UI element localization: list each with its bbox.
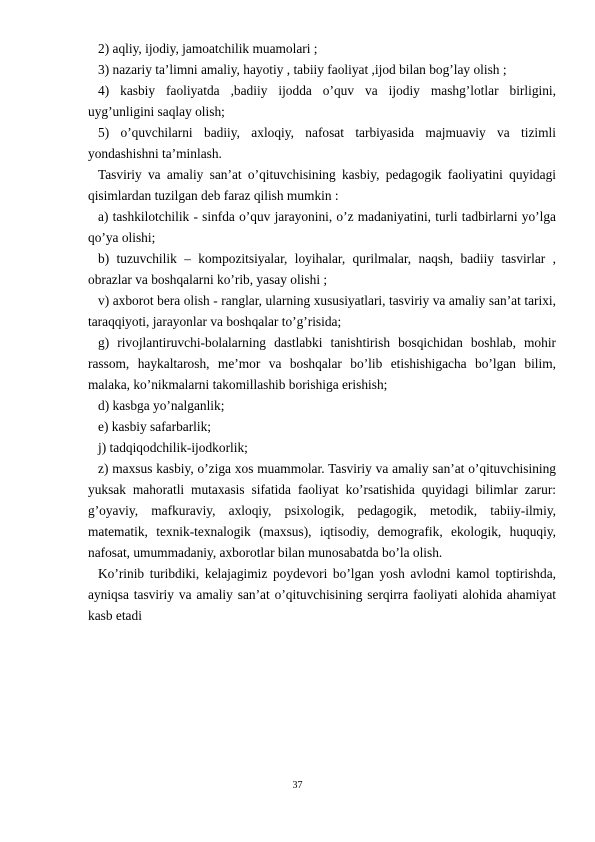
paragraph-item-e: e) kasbiy safarbarlik; [98, 419, 212, 434]
paragraph-item-2: 2) aqliy, ijodiy, jamoatchilik muamolari ; [98, 41, 318, 56]
paragraph-conclusion: Ko’rinib turibdiki, kelajagimiz poydevori bo’lgan yosh avlodni kamol toptirishda, ayniqsa tasviriy va amaliy san’at o’qituvchisining serqirra faoliyati alohida ahamiyat kasb etadi [88, 566, 556, 623]
paragraph-item-g: g) rivojlantiruvchi-bolalarning dastlabki tanishtirish bosqichidan boshlab, mohir rassom, haykaltarosh, me’mor va boshqalar bo’lib etishishigacha bo’lgan bilim, malaka, ko’nikmalarni takomillashib borishiga erishish; [88, 335, 556, 392]
page-number: 37 [292, 780, 303, 791]
paragraph-item-j: j) tadqiqodchilik-ijodkorlik; [98, 440, 248, 455]
document-body [88, 38, 556, 626]
paragraph-item-b: b) tuzuvchilik – kompozitsiyalar, loyihalar, qurilmalar, naqsh, badiiy tasvirlar , obrazlar va boshqalarni ko’rib, yasay olishi ; [88, 251, 556, 287]
paragraph-item-3: 3) nazariy ta’limni amaliy, hayotiy , tabiiy faoliyat ,ijod bilan bog’lay olish ; [98, 62, 507, 77]
paragraph-item-v: v) axborot bera olish - ranglar, ularning xususiyatlari, tasviriy va amaliy san’at tarixi, taraqqiyoti, jarayonlar va boshqalar to’g’risida; [88, 293, 556, 329]
paragraph-teacher-activity-intro: Tasviriy va amaliy san’at o’qituvchisining kasbiy, pedagogik faoliyatini quyidagi qisimlardan tuzilgan deb faraz qilish mumkin : [88, 167, 556, 203]
paragraph-item-d: d) kasbga yo’nalganlik; [98, 398, 225, 413]
paragraph-item-4: 4) kasbiy faoliyatda ,badiiy ijodda o’quv va ijodiy mashg’lotlar birligini, uyg’unligini saqlay olish; [88, 83, 556, 119]
paragraph-item-a: a) tashkilotchilik - sinfda o’quv jarayonini, o’z madaniyatini, turli tadbirlarni yo’lga qo’ya olishi; [88, 209, 556, 245]
paragraph-item-5: 5) o’quvchilarni badiiy, axloqiy, nafosat tarbiyasida majmuaviy va tizimli yondashishni ta’minlash. [88, 125, 556, 161]
paragraph-item-z: z) maxsus kasbiy, o’ziga xos muammolar. Tasviriy va amaliy san’at o’qituvchisining yuksak mahoratli mutaxasis sifatida faoliyat ko’rsatishida quyidagi bilimlar zarur: g’oyaviy, mafkuraviy, axloqiy, psixologik, pedagogik, metodik, tabiiy-ilmiy, matematik, texnik-texnalogik (maxsus), iqtisodiy, demografik, ekologik, huquqiy, nafosat, umummadaniy, axborotlar bilan munosabatda bo’la olish. [88, 461, 556, 560]
